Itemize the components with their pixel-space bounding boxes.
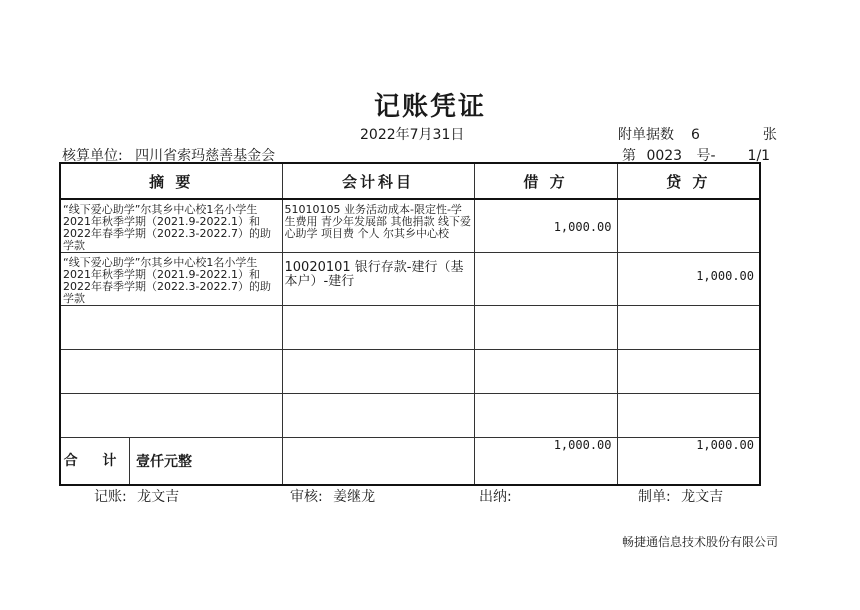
entry-credit: 1,000.00 xyxy=(617,253,760,306)
voucher-table xyxy=(59,162,761,486)
total-row xyxy=(60,438,760,486)
attachment-label: 附单据数 xyxy=(618,127,674,143)
total-amount-words: 壹仟元整 xyxy=(136,454,192,470)
preparer-label: 制单: xyxy=(638,489,671,505)
entry-row xyxy=(60,253,760,306)
reviewer-name: 姜继龙 xyxy=(333,489,376,505)
entry-debit xyxy=(474,253,617,306)
attachment-count xyxy=(618,124,777,144)
reviewer-label: 审核: xyxy=(290,489,323,505)
header-account: 会计科目 xyxy=(282,163,474,199)
total-cell xyxy=(60,438,282,486)
attachment-unit: 张 xyxy=(762,127,777,143)
software-vendor: 畅捷通信息技术股份有限公司 xyxy=(622,535,779,549)
preparer-name: 龙文吉 xyxy=(681,489,724,505)
header-row xyxy=(60,163,760,199)
total-credit: 1,000.00 xyxy=(617,438,760,486)
header-credit: 贷 方 xyxy=(617,163,760,199)
voucher-number-value: 0023 xyxy=(646,148,683,164)
accounting-unit-value: 四川省索玛慈善基金会 xyxy=(135,148,276,164)
entry-account: 10020101 银行存款-建行（基本户）-建行 xyxy=(282,253,474,306)
entry-credit xyxy=(617,199,760,253)
voucher-title: 记账凭证 xyxy=(373,92,486,122)
reviewer-signature xyxy=(290,486,375,506)
header-summary: 摘 要 xyxy=(60,163,282,199)
bookkeeper-label: 记账: xyxy=(94,489,127,505)
header-debit: 借 方 xyxy=(474,163,617,199)
preparer-signature xyxy=(638,486,723,506)
total-debit: 1,000.00 xyxy=(474,438,617,486)
cashier-signature xyxy=(479,486,518,506)
entry-debit: 1,000.00 xyxy=(474,199,617,253)
voucher-page: 1/1 xyxy=(747,148,771,164)
empty-row xyxy=(60,394,760,438)
empty-row xyxy=(60,350,760,394)
voucher-number-prefix: 第 xyxy=(622,148,636,164)
bookkeeper-name: 龙文吉 xyxy=(137,489,180,505)
cashier-label: 出纳: xyxy=(479,489,512,505)
bookkeeper-signature xyxy=(94,486,179,506)
attachment-number: 6 xyxy=(690,127,700,143)
voucher-date: 2022年7月31日 xyxy=(360,127,465,143)
entry-summary: “线下爱心助学”尔其乡中心校1名小学生2021年秋季学期（2021.9-2022.1）和2022年春季学期（2022.3-2022.7）的助学款 xyxy=(60,253,282,306)
entry-summary: “线下爱心助学”尔其乡中心校1名小学生2021年秋季学期（2021.9-2022.1）和2022年春季学期（2022.3-2022.7）的助学款 xyxy=(60,199,282,253)
empty-row xyxy=(60,306,760,350)
voucher-number-suffix: 号- xyxy=(696,148,716,164)
entry-account: 51010105 业务活动成本-限定性-学生费用 青少年发展部 其他捐款 线下爱心助学 项目费 个人 尔其乡中心校 xyxy=(282,199,474,253)
accounting-unit-label: 核算单位: xyxy=(62,148,123,164)
total-label: 合 计 xyxy=(61,438,130,484)
entry-row xyxy=(60,199,760,253)
